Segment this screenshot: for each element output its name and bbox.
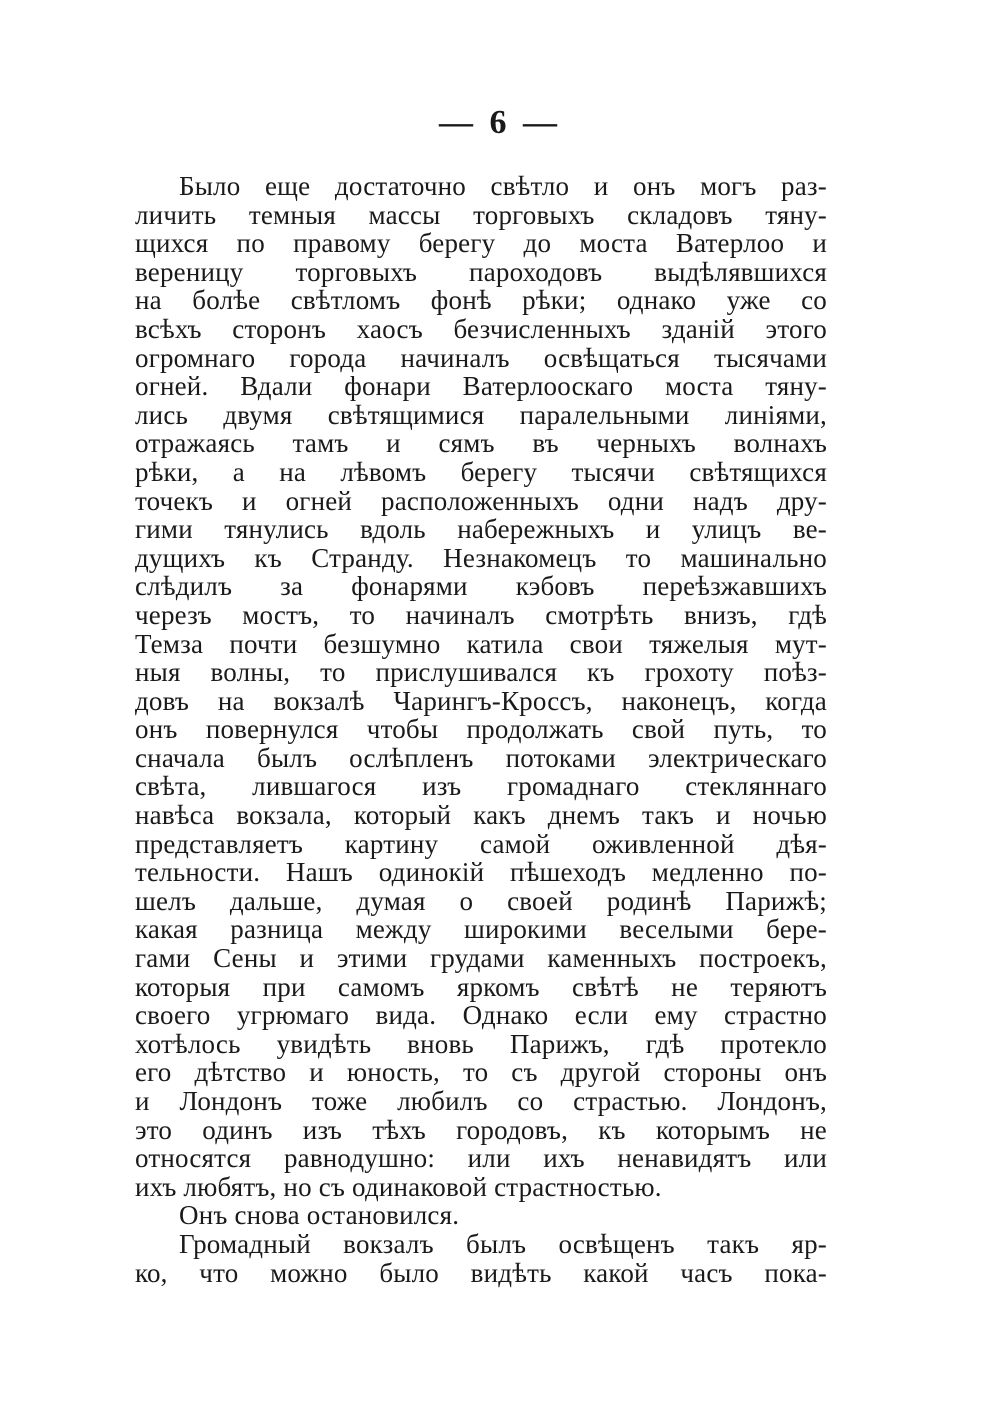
text-line: навѣса вокзала, который какъ днемъ такъ и ночью	[135, 800, 827, 831]
text-line: вереницу торговыхъ пароходовъ выдѣлявшихся	[135, 256, 827, 287]
body-text	[135, 172, 827, 1287]
text-line: черезъ мостъ, то начиналъ смотрѣть внизъ, гдѣ	[135, 599, 827, 630]
text-line: хотѣлось увидѣть вновь Парижъ, гдѣ протекло	[135, 1028, 827, 1059]
text-line: довъ на вокзалѣ Чарингъ-Кроссъ, наконецъ, когда	[135, 685, 827, 716]
text-line: лись двумя свѣтящимися паралельными линіями,	[135, 399, 827, 430]
text-line: щихся по правому берегу до моста Ватерлоо и	[135, 228, 827, 259]
text-line: его дѣтство и юность, то съ другой стороны онъ	[135, 1057, 827, 1088]
text-line: гами Сены и этими грудами каменныхъ построекъ,	[135, 943, 827, 974]
text-line: относятся равнодушно: или ихъ ненавидятъ или	[135, 1143, 827, 1174]
text-line: слѣдилъ за фонарями кэбовъ переѣзжавшихъ	[135, 571, 827, 602]
text-line: ихъ любятъ, но съ одинаковой страстностью.	[135, 1171, 662, 1202]
text-line: на болѣе свѣтломъ фонѣ рѣки; однако уже со	[135, 285, 827, 316]
text-line: Онъ снова остановился.	[179, 1200, 460, 1231]
text-line: ко, что можно было видѣть какой часъ пока-	[135, 1257, 827, 1288]
text-line: свѣта, лившагося изъ громаднаго стекляннаго	[135, 771, 827, 802]
text-line: гими тянулись вдоль набережныхъ и улицъ ве-	[135, 514, 827, 545]
text-line: Темза почти безшумно катила свои тяжелыя мут-	[135, 628, 827, 659]
text-line: Громадный вокзалъ былъ освѣщенъ такъ яр-	[179, 1228, 827, 1259]
text-line: шелъ дальше, думая о своей родинѣ Парижѣ;	[135, 885, 827, 916]
text-line: личить темныя массы торговыхъ складовъ тяну-	[135, 199, 827, 230]
text-line: Было еще достаточно свѣтло и онъ могъ раз-	[179, 171, 827, 201]
text-line: которыя при самомъ яркомъ свѣтѣ не теряютъ	[135, 971, 827, 1002]
text-line: тельности. Нашъ одинокій пѣшеходъ медленно по-	[135, 857, 827, 888]
text-line: всѣхъ сторонъ хаосъ безчисленныхъ зданій этого	[135, 313, 827, 344]
text-line: точекъ и огней расположенныхъ одни надъ дру-	[135, 485, 827, 516]
text-line: и Лондонъ тоже любилъ со страстью. Лондонъ,	[135, 1086, 827, 1116]
text-line: огромнаго города начиналъ освѣщаться тысячами	[135, 342, 827, 373]
text-line: сначала былъ ослѣпленъ потоками электрическаго	[135, 742, 827, 773]
text-line: ныя волны, то прислушивался къ грохоту поѣз-	[135, 657, 827, 688]
text-line: своего угрюмаго вида. Однако если ему страстно	[135, 1000, 827, 1031]
page-number: — 6 —	[439, 104, 561, 141]
text-line: отражаясь тамъ и сямъ въ черныхъ волнахъ	[135, 428, 827, 459]
text-line: представляетъ картину самой оживленной дѣя-	[135, 828, 827, 859]
text-line: это одинъ изъ тѣхъ городовъ, къ которымъ не	[135, 1114, 827, 1145]
text-line: рѣки, а на лѣвомъ берегу тысячи свѣтящихся	[135, 456, 827, 487]
text-line: какая разница между широкими веселыми бере-	[135, 914, 827, 945]
text-line: огней. Вдали фонари Ватерлооскаго моста тяну-	[135, 371, 827, 402]
text-line: онъ повернулся чтобы продолжать свой путь, то	[135, 714, 827, 745]
text-line: дущихъ къ Странду. Незнакомецъ то машинально	[135, 542, 827, 573]
